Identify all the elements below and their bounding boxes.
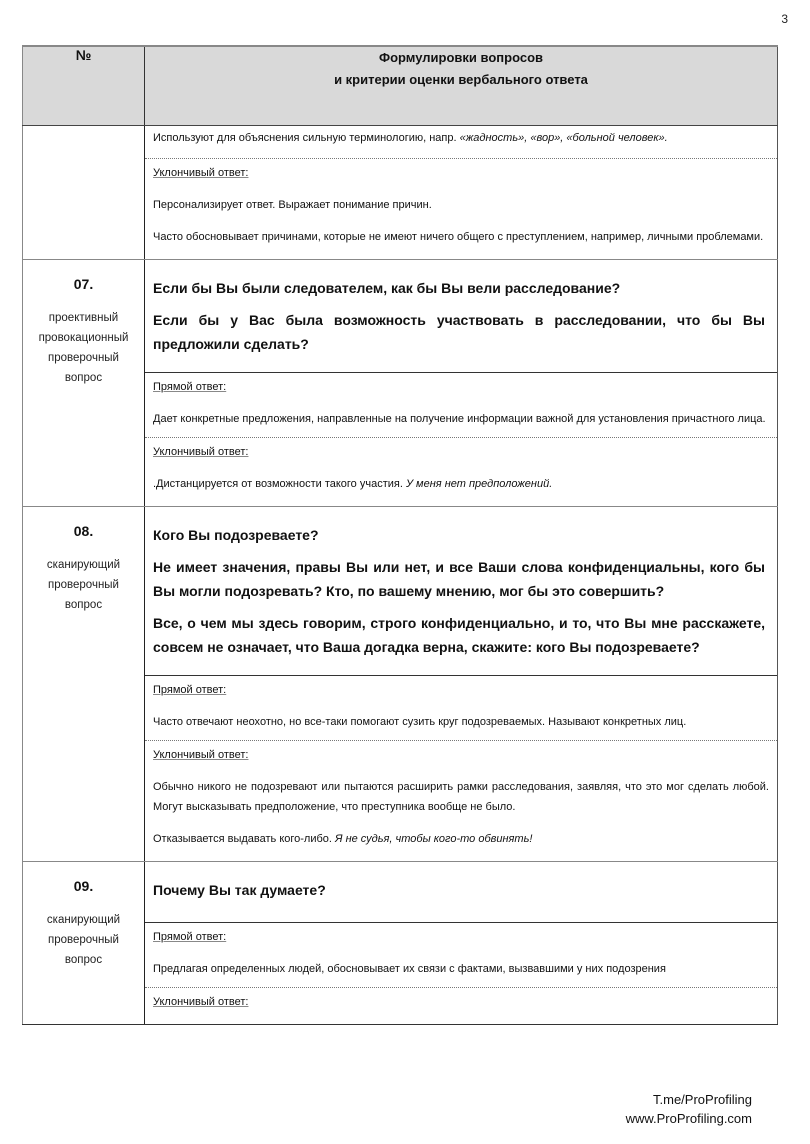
question-type (23, 555, 144, 615)
number-cell (23, 260, 145, 507)
number-cell (23, 862, 145, 1025)
direct-answer-block (145, 923, 777, 988)
table-header (23, 46, 778, 126)
question-line: Кого Вы подозреваете? (153, 527, 319, 543)
question-line: Почему Вы так думаете? (153, 882, 326, 898)
question-type (23, 308, 144, 388)
header-title-line1: Формулировки вопросов (378, 50, 544, 65)
number-cell-empty (23, 126, 145, 260)
question-type-line: вопрос (64, 954, 103, 966)
direct-text: Предлагая определенных людей, обосновывает их связи с фактами, вызвавшими у них подозрения (153, 963, 666, 975)
header-title-line2: и критерии оценки вербального ответа (334, 72, 588, 87)
evasive-quote: У меня нет предположений. (405, 478, 553, 490)
header-number: № (23, 46, 145, 126)
header-title (145, 46, 778, 126)
evasive-answer-block (145, 438, 777, 506)
evasive-answer-block (145, 741, 777, 861)
question-type-line: проективный (48, 312, 119, 324)
evasive-text: Отказывается выдавать кого-либо. (153, 833, 336, 845)
table-row-continuation (23, 126, 778, 260)
question-type-line: провокационный (38, 332, 129, 344)
number-cell (23, 507, 145, 862)
question-type-line: сканирующий (46, 559, 121, 571)
evasive-text: Персонализирует ответ. Выражает понимание причин. (153, 199, 432, 211)
question-type-line: проверочный (48, 579, 119, 591)
question-type-line: сканирующий (46, 914, 121, 926)
question-type-line: вопрос (64, 372, 103, 384)
evasive-label: Уклончивый ответ: (153, 749, 249, 761)
question-wording (145, 260, 777, 373)
continuation-italic: «жадность», «вор», «больной человек». (459, 132, 668, 144)
evasive-text: Часто обосновывает причинами, которые не имеют ничего общего с преступлением, например, личными проблемами. (153, 231, 764, 243)
question-line: Не имеет значения, правы Вы или нет, и все Ваши слова конфиденциальны, кого бы Вы могли подозревать? Кто, по вашему мнению, мог бы это совершить? (153, 559, 765, 599)
footer-telegram-link[interactable]: T.me/ProProfiling (653, 1092, 752, 1107)
content-cell (145, 126, 778, 260)
question-line: Все, о чем мы здесь говорим, строго конфиденциально, и то, что Вы мне расскажете, совсем не означает, что Ваша догадка верна, скажите: кого Вы подозреваете? (153, 615, 765, 655)
content-cell (145, 260, 778, 507)
table-row-question-07 (23, 260, 778, 507)
direct-label: Прямой ответ: (153, 684, 227, 696)
content-cell (145, 862, 778, 1025)
question-number: 09. (73, 878, 94, 894)
evasive-quote: Я не судья, чтобы кого-то обвинять! (335, 833, 533, 845)
direct-answer-block (145, 676, 777, 741)
question-line: Если бы у Вас была возможность участвовать в расследовании, что бы Вы предложили сделать? (153, 312, 765, 352)
question-wording (145, 862, 777, 923)
footer (626, 1090, 752, 1128)
question-number: 07. (73, 276, 94, 292)
content-cell (145, 507, 778, 862)
question-number: 08. (73, 523, 94, 539)
table-row-question-09 (23, 862, 778, 1025)
questions-table (22, 45, 778, 1025)
question-wording (145, 507, 777, 676)
evasive-answer-block (145, 988, 777, 1024)
direct-answer-block (145, 373, 777, 438)
question-type-line: проверочный (48, 934, 119, 946)
footer-website-link[interactable]: www.ProProfiling.com (625, 1111, 752, 1126)
question-type (23, 910, 144, 970)
page-number: 3 (781, 12, 788, 26)
question-type-line: вопрос (64, 599, 103, 611)
evasive-text: .Дистанцируется от возможности такого участия. (153, 478, 406, 490)
evasive-label: Уклончивый ответ: (153, 996, 249, 1008)
continuation-text: Используют для объяснения сильную терминологию, напр. (153, 132, 460, 144)
direct-label: Прямой ответ: (153, 931, 227, 943)
table-row-question-08 (23, 507, 778, 862)
direct-label: Прямой ответ: (153, 381, 227, 393)
evasive-text: Обычно никого не подозревают или пытаются расширить рамки расследования, заявляя, что это мог сделать любой. Могут высказывать предположение, что преступника вообще не было. (153, 781, 769, 813)
question-line: Если бы Вы были следователем, как бы Вы вели расследование? (153, 280, 621, 296)
evasive-label: Уклончивый ответ: (153, 446, 249, 458)
direct-text: Дает конкретные предложения, направленные на получение информации важной для установления причастного лица. (153, 413, 766, 425)
question-type-line: проверочный (48, 352, 119, 364)
evasive-label: Уклончивый ответ: (153, 167, 249, 179)
direct-text: Часто отвечают неохотно, но все-таки помогают сузить круг подозреваемых. Называют конкретных лиц. (153, 716, 687, 728)
